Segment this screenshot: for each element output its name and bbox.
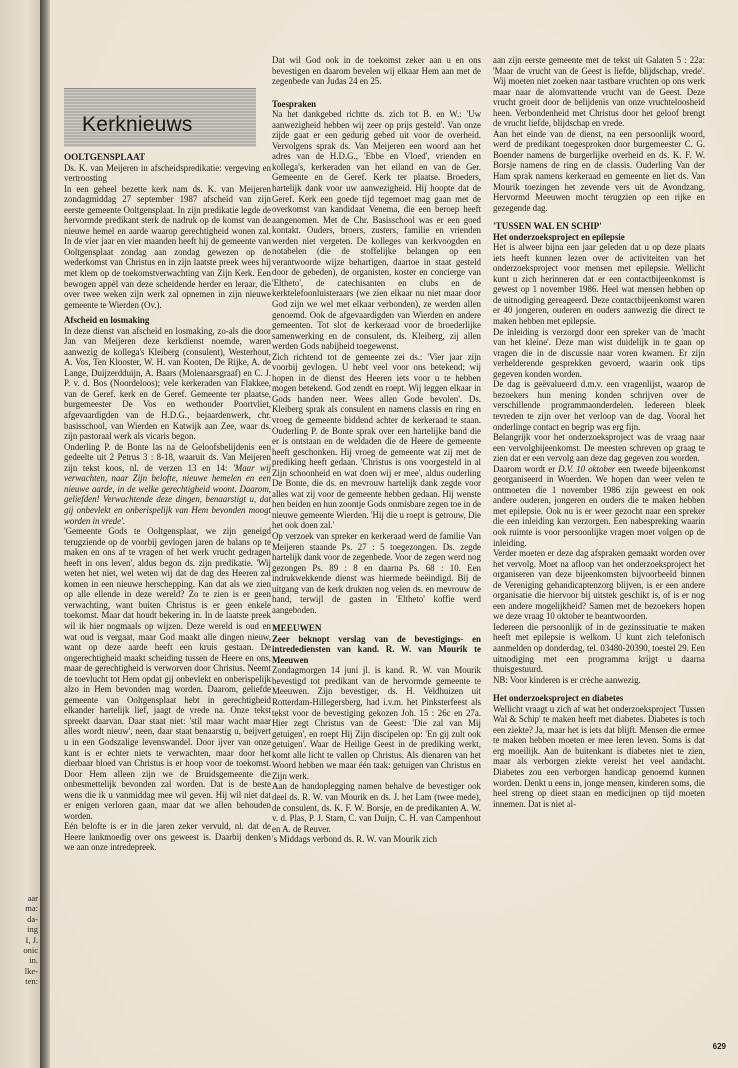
previous-page-text	[2, 893, 38, 987]
prev-line: aar	[27, 893, 38, 903]
prev-line: da-	[27, 913, 38, 924]
prev-line: lke-	[24, 965, 38, 976]
paragraph: Aan het einde van de dienst, na een persoonlijk woord, werd de predikant toegesproken door burgemeester C. G. Boender namens de burgerlijke overheid en ds. K. F. W. Borsje namens de ring en de classis. Ouderling Van der Ham sprak namens kerkeraad en gemeente en liet ds. Van Mourik toezingen het zevende vers uit de Avondzang. Hervormd Meeuwen mocht terugzien op een rijke en gezegende dag.	[493, 128, 705, 213]
paragraph: Iedereen die persoonlijk of in de gezinssituatie te maken heeft met epilepsie is welkom. U kunt zich telefonisch aanmelden op donderdag, tel. 03480-20390, toestel 29. Een uitnodiging met een programma krijgt u daarna thuisgestuurd.	[493, 621, 705, 675]
paragraph: Belangrijk voor het onderzoeksproject was de vraag naar een vervolgbijeenkomst. De meesten schreven op graag te zien dat er een vervolg aan deze dag gegeven zou worden.	[493, 432, 705, 464]
paragraph	[493, 464, 705, 548]
subheading-toespraken: Toespraken	[272, 98, 317, 109]
column-2	[272, 55, 481, 1035]
subheading-diabetes: Het onderzoeksproject en diabetes	[493, 693, 624, 704]
column-1	[64, 152, 271, 1032]
text-run: een tweede bijeenkomst georganiseerd in Woerden. We hopen dan weer velen te ontmoeten die 1 november 1986 zijn geweest en ook andere ouderen, jongeren en ouders die te maken hebben met epilepsie. Ook nu is er weer gezocht naar een spreker die een inleiding kan verzorgen. Een nabespreking waarin ook ruimte is voor persoonlijke vragen moet volgen op de inleiding.	[493, 463, 705, 548]
prev-line: ing	[27, 924, 38, 935]
subheading-meeuwen: Zeer beknopt verslag van de bevestigings- en intredediensten van kand. R. W. van Mourik te Meeuwen	[272, 633, 481, 665]
page-number: 629	[712, 1042, 726, 1051]
paragraph: 's Middags verbond ds. R. W. van Mourik zich	[272, 834, 438, 845]
paragraph: Verder moeten er deze dag afspraken gemaakt worden over het vervolg. Moet na afloop van het onderzoeksproject het organiseren van deze bijeenkomsten bijvoorbeeld binnen de Vereniging gehandicaptenzorg blijven, is er een andere organisatie die hiervoor bij uitstek geschikt is, of is er nog een andere mogelijkheid? Samen met de bezoekers hopen we deze vraag 10 oktober te beantwoorden.	[493, 548, 705, 622]
scripture-quote: 'Maar wij verwachten, naar Zijn belofte, nieuwe hemelen en een nieuwe aarde, in de welke gerechtigheid woont. Daarom, geliefden! Verwachtende deze dingen, benaarstigt u, dat gij onbevlekt en onberispelijk van Hem bevonden moogt worden in vrede'.	[64, 462, 271, 526]
heading-ooltgensplaat: OOLTGENSPLAAT	[64, 152, 146, 162]
text-run: Daarom wordt er	[493, 463, 559, 474]
text-run: Onderling P. de Bonte las na de Geloofsbelijdenis een gedeelte uit 2 Petrus 3 : 8-18, waaruit ds. Van Meijeren zijn tekst koos, nl. de verzen 13 en 14:	[64, 441, 271, 473]
paragraph	[64, 442, 271, 526]
paragraph: Na het dankgebed richtte ds. zich tot B. en W.: 'Uw aanwezigheid hebben wij zeer op prijs gesteld'. Van onze zijde gaat er een gedurig gebed uit voor de overheid. Vervolgens sprak ds. Van Meijeren een woord aan het adres van de H.D.G., 'Ebbe en Vloed', vrienden en kollega's, kerkeraden van het eiland en van de Ger. Gemeente en de Geref. Kerk ter plaatse. Broeders, hartelijk dank voor uw aanwezigheid. Hij hoopte dat de Geref. Kerk een goede tijd tegemoet mag gaan met de overkomst van kandidaat Venema, die een beroep heeft aangenomen. Met de Chr. Basisschool was er een goed kontakt. Ouders, broers, zusters, familie en vrienden werden niet vergeten. De kolleges van kerkvoogden en notabelen (die de stoffelijke belangen op een verantwoorde wijze behartigen, daartoe in staat gesteld door de gebeden), de organisten, koster en concierge van 'Eltheto', de catechisanten en clubs en de kerktelefoonluisteraars (we zien elkaar nu niet maar door God zijn we wel met elkaar verbonden), ze werden allen genoemd. Ook de afgevaardigden van Wierden en andere gemeenten. Tot slot de kerkeraad voor de broederlijke samenwerking en de consulent, ds. Kleiberg, zij allen werden Gods nabijheid toegewenst.	[272, 109, 481, 352]
paragraph: NB: Voor kinderen is er crèche aanwezig.	[493, 674, 641, 685]
section-title: Kerknieuws	[82, 113, 193, 136]
paragraph: De dag is geëvalueerd d.m.v. een vragenlijst, waarop de bezoekers hun mening konden schrijven over de verschillende programmaonderdelen. Iedereen bleek tevreden te zijn over het verloop van de dag. Vooral het onderlinge contact en begrip was erg fijn.	[493, 379, 705, 432]
subheading-epilepsie: Het onderzoeksproject en epilepsie	[493, 231, 625, 242]
paragraph: Het is alweer bijna een jaar geleden dat u op deze plaats iets heeft kunnen lezen over de activiteiten van het onderzoeksproject voor mensen met epilepsie. Wellicht kunt u zich herinneren dat er een contactbijeenkomst is gewest op 1 november 1986. Heel wat mensen hebben op de uitnodiging gereageerd. Deze contactbijeenkomst waren er 40 jongeren, ouderen en ouders aanwezig die direct te maken hebben met epilepsie.	[493, 242, 705, 327]
paragraph: Wellicht vraagt u zich af wat het onderzoeksproject 'Tussen Wal & Schip' te maken heeft met diabetes. Diabetes is toch een ziekte? Ja, maar het is iets dat blijft. Mensen die ermee te maken hebben moeten er mee leren leven. Soms is dat erg moeilijk. Aan de buitenkant is diabetes niet te zien, maar als verborgen ziekte vereist het veel aandacht. Diabetes zou een verborgen handicap genoemd kunnen worden. Denkt u eens in, jonge mensen, kinderen soms, die heel streng op dieet staan en medicijnen op tijd moeten innemen. Dat is niet al-	[493, 703, 705, 809]
magazine-page	[50, 0, 738, 1068]
prev-line: ten:	[25, 976, 38, 987]
paragraph: aan zijn eerste gemeente met de tekst uit Galaten 5 : 22a: 'Maar de vrucht van de Geest is liefde, blijdschap, vrede'. Wij moeten niet zoeken naar tastbare vruchten op ons werk maar naar de alomvattende vrucht van de Geest. Deze vrucht groeit door de belijdenis van onze vruchteloosheid heen. Verbondenheid met Christus door het geloof brengt de vrucht liefde, blijdschap en vrede.	[493, 55, 705, 129]
prev-line: ma:	[25, 903, 38, 914]
paragraph: Aan de handoplegging namen behalve de bevestiger ook deel ds. R. W. van Mourik en ds. J. het Lam (twee mede), de consulent, ds. K. F. W. Borsje, en de predikanten A. W. v. d. Plas, P. J. Stam, C. van Duijn, C. H. van Campenhout en A. de Reuver.	[272, 781, 481, 834]
previous-page-edge	[0, 0, 40, 1068]
prev-line: onic	[23, 945, 38, 956]
prev-line: I, J.	[25, 934, 38, 945]
paragraph: Op verzoek van spreker en kerkeraad werd de familie Van Meijeren staande Ps. 27 : 5 toegezongen. Ds. zegde hartelijk dank voor de zegenbede. Voor de zegen werd nog gezongen Ps. 89 : 8 en daarna Ps. 68 : 10. Een indrukwekkende dienst was hiermede beëindigd. Bij de uitgang van de kerk drukten nog velen ds. en mevrouw de hand, terwijl de gasten in 'Eltheto' koffie werd aangeboden.	[272, 531, 481, 615]
paragraph: Zich richtend tot de gemeente zei ds.: 'Vier jaar zijn voorbij gevlogen. U hebt veel voor ons betekend; wij hopen in de dienst des Heeren iets voor u te hebben mogen betekend. God zendt en roept. Wij leggen elkaar in Gods handen neer. Wees allen Gode bevolen'. Ds. Kleiberg sprak als consulent en namens classis en ring en vroeg de gemeente biddend achter de kerkeraad te staan. Ouderling P. de Bonte sprak over een hartelijke band die er is ontstaan en de weldaden die de Heere de gemeente heeft geschonken. Hij vroeg de gemeente wat zij met de prediking heeft gedaan. 'Christus is ons voorgesteld in al Zijn schoonheid en wat doen wij er mee', aldus ouderling De Bonte, die ds. en mevrouw hartelijk dank zegde voor alles wat zij voor de gemeente hebben gedaan. Hij wenste hen beiden en hun zoontje Gods onmisbare zegen toe in de nieuwe gemeente Wierden. 'Hij die u roept is getrouw, Die het ook doen zal.'	[272, 351, 481, 531]
paragraph: De inleiding is verzorgd door een spreker van de 'macht van het kleine'. Deze man wist duidelijk in te gaan op vragen die in de discussie naar voren kwamen. Er zijn verhelderende gesprekken gevoerd, waarin ook tips gegeven konden worden.	[493, 326, 705, 379]
paragraph: In deze dienst van afscheid en losmaking, zo-als die door Jan van Meijeren deze kerkdienst noemde, waren aanwezig de kollega's Kleiberg (consulent), Westerhout, A. Vos, Ten Klooster, W. H. van Kooten, De Rijke, A. de Lange, Duijzerdduijn, A. Baars (Molenaarsgraaf) en C. J. P. v. d. Bos (Noordeloos); vele kerkeraden van Flakkee, van de Geref. kerk en de Geref. Gemeente ter plaatse, burgemeester De Vos en wethouder Poortvliet, afgevaardigden van de H.D.G., bejaardenwerk, chr. basisschool, van Wierden en Katwijk aan Zee, waar ds. zijn pastoraal werk als vicaris begon.	[64, 325, 271, 442]
heading-tussen-wal-en-schip: 'TUSSEN WAL EN SCHIP'	[493, 221, 602, 232]
paragraph: Dat wil God ook in de toekomst zeker aan u en ons bevestigen en daarom bevelen wij elkaar Hem aan met de zegenbede van Judas 24 en 25.	[272, 55, 481, 87]
paragraph: 'Gemeente Gods te Ooltgensplaat, we zijn geneigd terugziende op de voorbij gevlogen jaren de balans op te maken en ons af te vragen of het werk vrucht gedragen heeft in ons leven', aldus begon ds. zijn predikatie. 'Wij weten het niet, wel weten wij dat de dag des Heeren zal komen in een nieuwe herschepping. Kan dat als we zien op alle ellende in deze wereld? Zo te zien is er geen verwachting, want buiten Christus is er geen enkele toekomst. Maar dat houdt bekering in. In de laatste preek wil ik hier nogmaals op wijzen. Deze wereld is oud en wat oud is vergaat, maar God maakt alle dingen nieuw, want op deze aarde heeft een kruis gestaan. De ongerechtigheid maakt scheiding tussen de Heere en ons, maar de gerechtigheid is verworven door Christus. Neemt de toevlucht tot Hem opdat gij onbevlekt en onberispelijk alzo in Hem bevonden mag worden. Daarom, geliefde gemeente van Ooltgensplaat hebt in gerechtigheid elkander hartelijk lief, jaagt de vrede na. Onze tekst spreekt daarvan. Daar staat niet: 'stil maar wacht maar alles wordt nieuw', neen, daar staat benaarstig u, beijvert u in een Godszalige levenswandel. Door ijver van onze kant is er echter niets te verwachten, maar door het dierbaar bloed van Christus is er hoop voor de toekomst. Door Hem alleen zijn we de Bruidsgemeente die onbesmettelijk bevonden zal worden. Dat is de beste wens die ik u vanmiddag mee wil geven. Hij wil niet dat er enigen verloren gaan, maar dat we allen behouden worden.	[64, 526, 271, 821]
column-3	[493, 55, 705, 1035]
heading-meeuwen: MEEUWEN	[272, 623, 322, 634]
date-emphasis: D.V. 10 oktober	[558, 463, 616, 474]
paragraph: Ds. K. van Meijeren in afscheidspredikatie: vergeving en vertroosting	[64, 162, 271, 184]
prev-line: in.	[29, 955, 38, 966]
subheading-afscheid: Afscheid en losmaking	[64, 315, 150, 326]
book-gutter	[40, 0, 50, 1068]
paragraph: Eén belofte is er in die jaren zeker vervuld, nl. dat de Heere lankmoedig over ons geweest is. Daarbij denken we aan onze intredepreek.	[64, 821, 271, 853]
section-banner	[64, 88, 256, 147]
paragraph: In een geheel bezette kerk nam ds. K. van Meijeren zondagmiddag 27 september 1987 afscheid van zijn eerste gemeente Ooltgensplaat. In zijn predikatie legde de hervormde predikant sterk de nadruk op de komst van de nieuwe hemel en aarde waarop gerechtigheid wonen zal. In de vier jaar en vier maanden heeft hij de gemeente van Ooltgensplaat zondag aan zondag gewezen op de wederkomst van Christus en in zijn laatste preek wees hij met klem op de toekomstverwachting van Zijn Kerk. Een bewogen appèl van deze scheidende herder en leraar, die over twee weken zijn werk zal opnemen in zijn nieuwe gemeente te Wierden (Ov.).	[64, 183, 271, 310]
paragraph: Zondagmorgen 14 juni jl. is kand. R. W. van Mourik bevestigd tot predikant van de hervormde gemeente te Meeuwen. Zijn bevestiger, ds. H. Veldhuizen uit Rotterdam-Hillegersberg, had i.v.m. het Pinksterfeest als tekst voor de bevestiging gekozen Joh. 15 : 26c en 27a. Hier zegt Christus van de Geest: 'Die zal van Mij getuigen', en roept Hij Zijn discipelen op: 'En gij zult ook getuigen'. Waar de Heilige Geest in de prediking werkt, komt alle licht te vallen op Christus. Als dienaren van het Woord hebben we maar één taak: getuigen van Christus en Zijn werk.	[272, 665, 481, 781]
